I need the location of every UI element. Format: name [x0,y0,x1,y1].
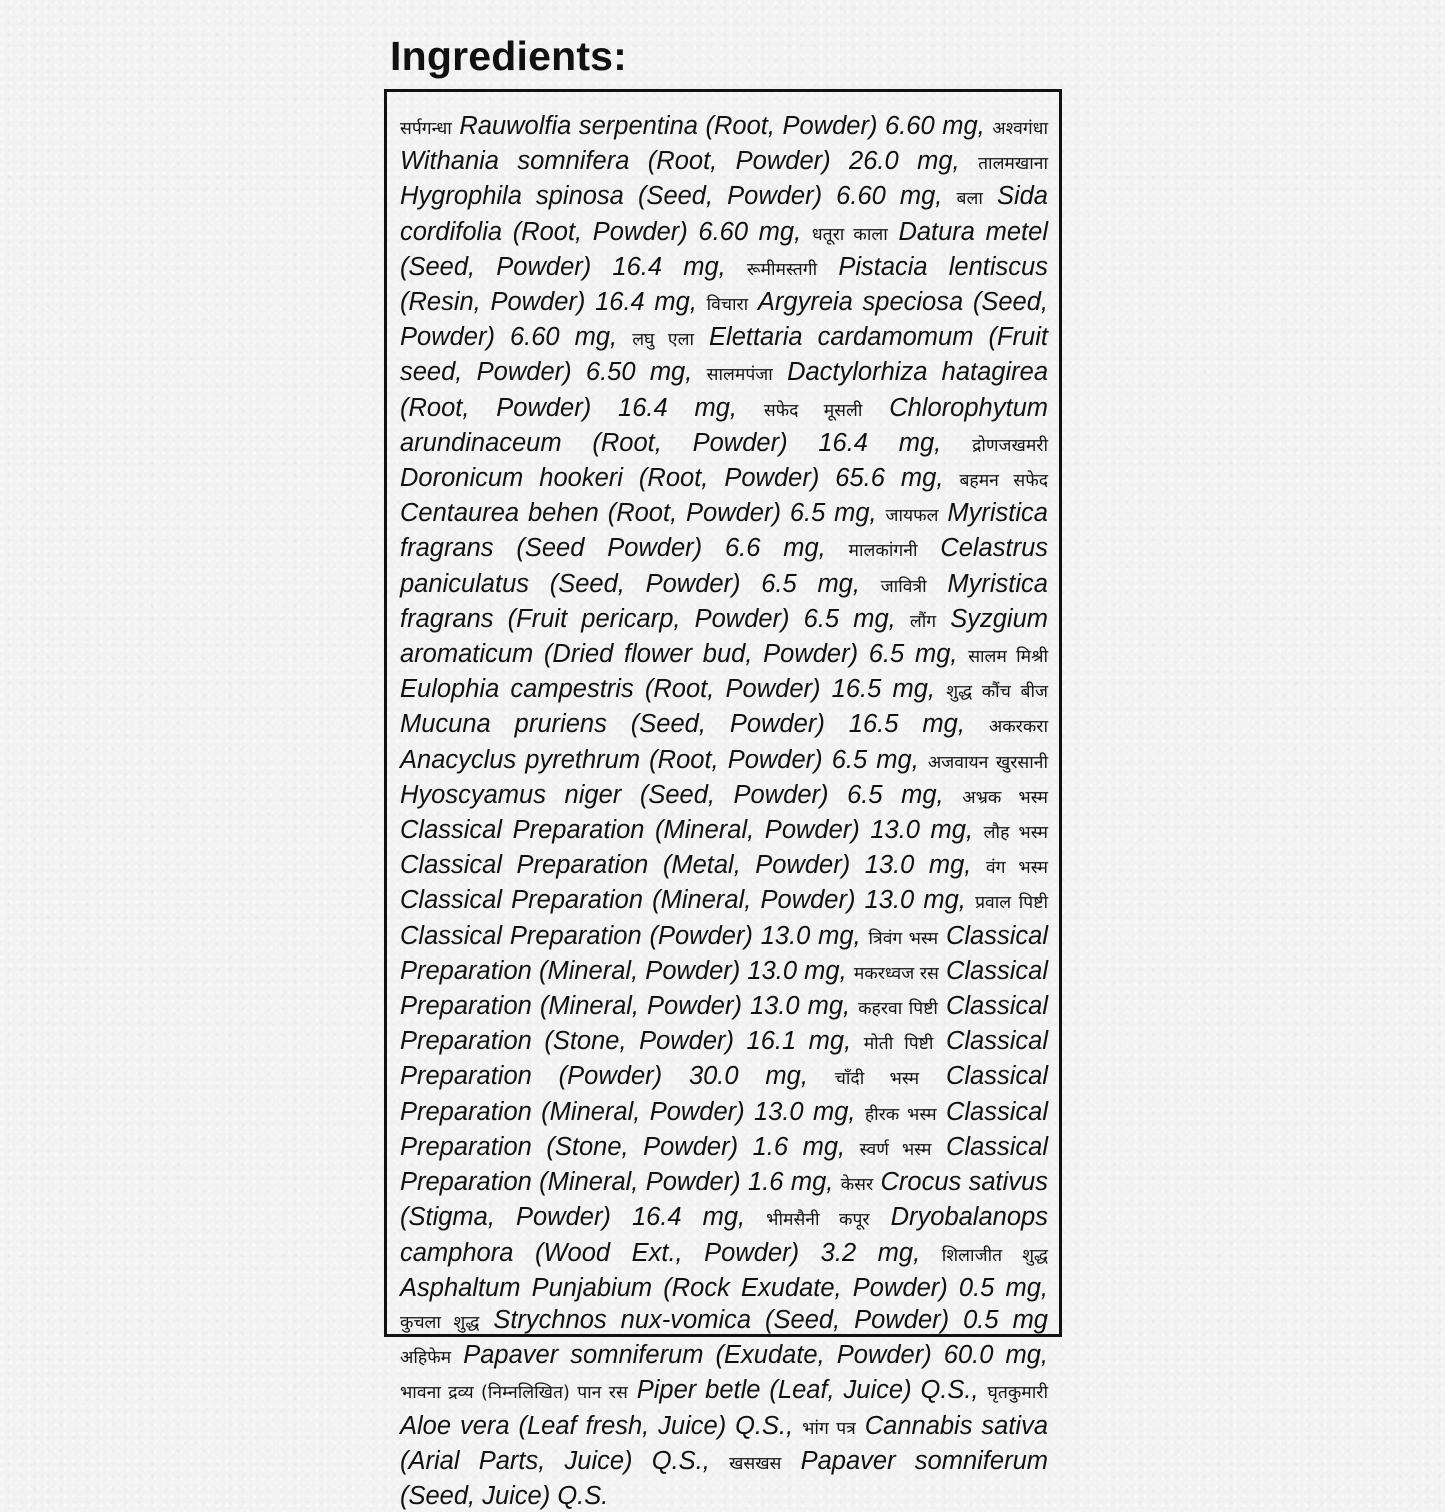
ingredient-detail: Withania somnifera (Root, Powder) 26.0 mg, [400,147,960,176]
ingredient-hindi-name: अकरकरा [988,717,1048,738]
ingredient-detail: Cannabis sativa (Arial Parts, Juice) Q.S., [400,1411,1048,1475]
ingredient-hindi-name: मकरध्वज रस [853,963,939,984]
ingredient-hindi-name: कुचला शुद्ध [400,1312,480,1333]
ingredient-hindi-name: विचारा [706,295,749,316]
ingredient-hindi-name: हीरक भस्म [864,1104,937,1125]
ingredient-hindi-name: रूमीमस्तगी [746,259,818,280]
ingredient-detail: Dryobalanops camphora (Wood Ext., Powder) 3.2 mg, [400,1203,1048,1267]
ingredient-detail: Crocus sativus (Stigma, Powder) 16.4 mg, [400,1168,1048,1232]
ingredient-detail: Piper betle (Leaf, Juice) Q.S., [636,1376,979,1405]
ingredient-hindi-name: चाँदी भस्म [834,1069,920,1090]
ingredient-hindi-name: द्रोणजखमरी [972,435,1048,456]
ingredient-detail: Asphaltum Punjabium (Rock Exudate, Powder) 0.5 mg, [400,1273,1048,1302]
ingredient-detail: Strychnos nux-vomica (Seed, Powder) 0.5 mg [493,1305,1048,1334]
ingredient-detail: Dactylorhiza hatagirea (Root, Powder) 16.4 mg, [400,358,1048,422]
ingredient-hindi-name: तालमखाना [978,154,1048,175]
ingredient-detail: Rauwolfia serpentina (Root, Powder) 6.60 mg, [459,112,985,140]
ingredient-hindi-name: धतूरा काला [811,224,888,245]
ingredient-detail: Classical Preparation (Mineral, Powder) 1.6 mg, [400,1132,1049,1197]
ingredients-box [384,89,1062,1510]
ingredient-detail: Hyoscyamus niger (Seed, Powder) 6.5 mg, [400,780,944,809]
ingredient-detail: Classical Preparation (Mineral, Powder) 13.0 mg, [400,816,974,845]
ingredient-detail: Classical Preparation (Powder) 13.0 mg, [400,921,861,950]
ingredient-detail: Papaver somniferum (Seed, Juice) Q.S. [400,1446,1049,1510]
ingredient-detail: Myristica fragrans (Fruit pericarp, Powder) 6.5 mg, [400,569,1048,633]
ingredient-hindi-name: भावना द्रव्य (निम्नलिखित) पान रस [400,1383,628,1404]
ingredient-hindi-name: सालम मिश्री [968,647,1048,668]
ingredient-detail: Chlorophytum arundinaceum (Root, Powder) 16.4 mg, [400,393,1048,457]
ingredient-detail: Mucuna pruriens (Seed, Powder) 16.5 mg, [400,710,965,739]
ingredient-hindi-name: बहमन सफेद [959,471,1048,492]
ingredient-hindi-name: भीमसैनी कपूर [766,1210,870,1231]
ingredient-detail: Syzgium aromaticum (Dried flower bud, Powder) 6.5 mg, [400,604,1048,669]
ingredient-hindi-name: अजवायन खुरसानी [927,752,1048,773]
ingredient-detail: Hygrophila spinosa (Seed, Powder) 6.60 mg, [400,182,943,211]
ingredient-hindi-name: भांग पत्र [802,1418,856,1439]
ingredient-detail: Classical Preparation (Mineral, Powder) 13.0 mg, [400,886,966,915]
ingredient-detail: Classical Preparation (Stone, Powder) 16.1 mg, [400,992,1048,1056]
ingredient-detail: Sida cordifolia (Root, Powder) 6.60 mg, [400,182,1048,246]
ingredient-hindi-name: त्रिवंग भस्म [868,928,939,949]
ingredient-detail: Classical Preparation (Mineral, Powder) 13.0 mg, [400,956,1048,1021]
ingredient-hindi-name: मोती पिष्टी [863,1034,934,1055]
ingredient-hindi-name: सालमपंजा [706,365,773,386]
ingredient-hindi-name: कहरवा पिष्टी [858,999,938,1020]
ingredient-hindi-name: लौंग [909,611,937,632]
ingredient-hindi-name: प्रवाल पिष्टी [975,893,1049,914]
ingredient-detail: Centaurea behen (Root, Powder) 6.5 mg, [400,499,877,528]
ingredient-detail: Anacyclus pyrethrum (Root, Powder) 6.5 mg, [400,745,919,774]
ingredient-hindi-name: बला [956,189,983,210]
ingredient-hindi-name: स्वर्ण भस्म [859,1139,932,1160]
ingredient-hindi-name: खसखस [729,1453,782,1474]
ingredient-hindi-name: घृतकुमारी [987,1383,1048,1404]
ingredient-hindi-name: जावित्री [880,576,927,597]
ingredient-detail: Elettaria cardamomum (Fruit seed, Powder) 6.50 mg, [400,323,1048,387]
ingredient-detail: Papaver somniferum (Exudate, Powder) 60.0 mg, [463,1341,1048,1370]
ingredient-detail: Myristica fragrans (Seed Powder) 6.6 mg, [400,499,1048,563]
ingredient-detail: Datura metel (Seed, Powder) 16.4 mg, [400,217,1048,281]
ingredient-detail: Aloe vera (Leaf fresh, Juice) Q.S., [400,1411,794,1440]
ingredient-hindi-name: अश्वगंधा [992,119,1048,139]
ingredient-hindi-name: लौह भस्म [983,823,1049,844]
ingredient-detail: Classical Preparation (Stone, Powder) 1.6 mg, [400,1097,1048,1161]
ingredient-detail: Classical Preparation (Mineral, Powder) 13.0 mg, [400,921,1048,985]
ingredient-hindi-name: केसर [840,1175,874,1196]
ingredient-detail: Eulophia campestris (Root, Powder) 16.5 mg, [400,675,935,704]
ingredient-hindi-name: शुद्ध कौंच बीज [946,682,1048,703]
ingredient-detail: Classical Preparation (Mineral, Powder) 13.0 mg, [400,1062,1048,1126]
ingredient-hindi-name: अभ्रक भस्म [962,787,1049,808]
ingredient-detail: Argyreia speciosa (Seed, Powder) 6.60 mg, [400,288,1048,352]
ingredient-hindi-name: मालकांगनी [848,541,918,562]
ingredient-hindi-name: लघु एला [632,330,694,351]
ingredient-detail: Celastrus paniculatus (Seed, Powder) 6.5 mg, [400,534,1048,598]
ingredient-hindi-name: शिलाजीत शुद्ध [941,1245,1048,1266]
ingredient-detail: Pistacia lentiscus (Resin, Powder) 16.4 mg, [400,252,1048,317]
ingredient-hindi-name: सफेद मूसली [763,400,863,421]
ingredient-hindi-name: सर्पगन्धा [400,119,452,139]
ingredient-hindi-name: अहिफेम [400,1348,452,1369]
ingredients-text [400,110,1048,1512]
ingredient-detail: Classical Preparation (Powder) 30.0 mg, [400,1027,1048,1091]
ingredient-detail: Doronicum hookeri (Root, Powder) 65.6 mg, [400,464,944,493]
ingredient-hindi-name: वंग भस्म [985,858,1048,879]
ingredients-heading: Ingredients: [390,33,628,79]
ingredient-hindi-name: जायफल [885,506,939,527]
ingredient-detail: Classical Preparation (Metal, Powder) 13.0 mg, [400,851,972,880]
